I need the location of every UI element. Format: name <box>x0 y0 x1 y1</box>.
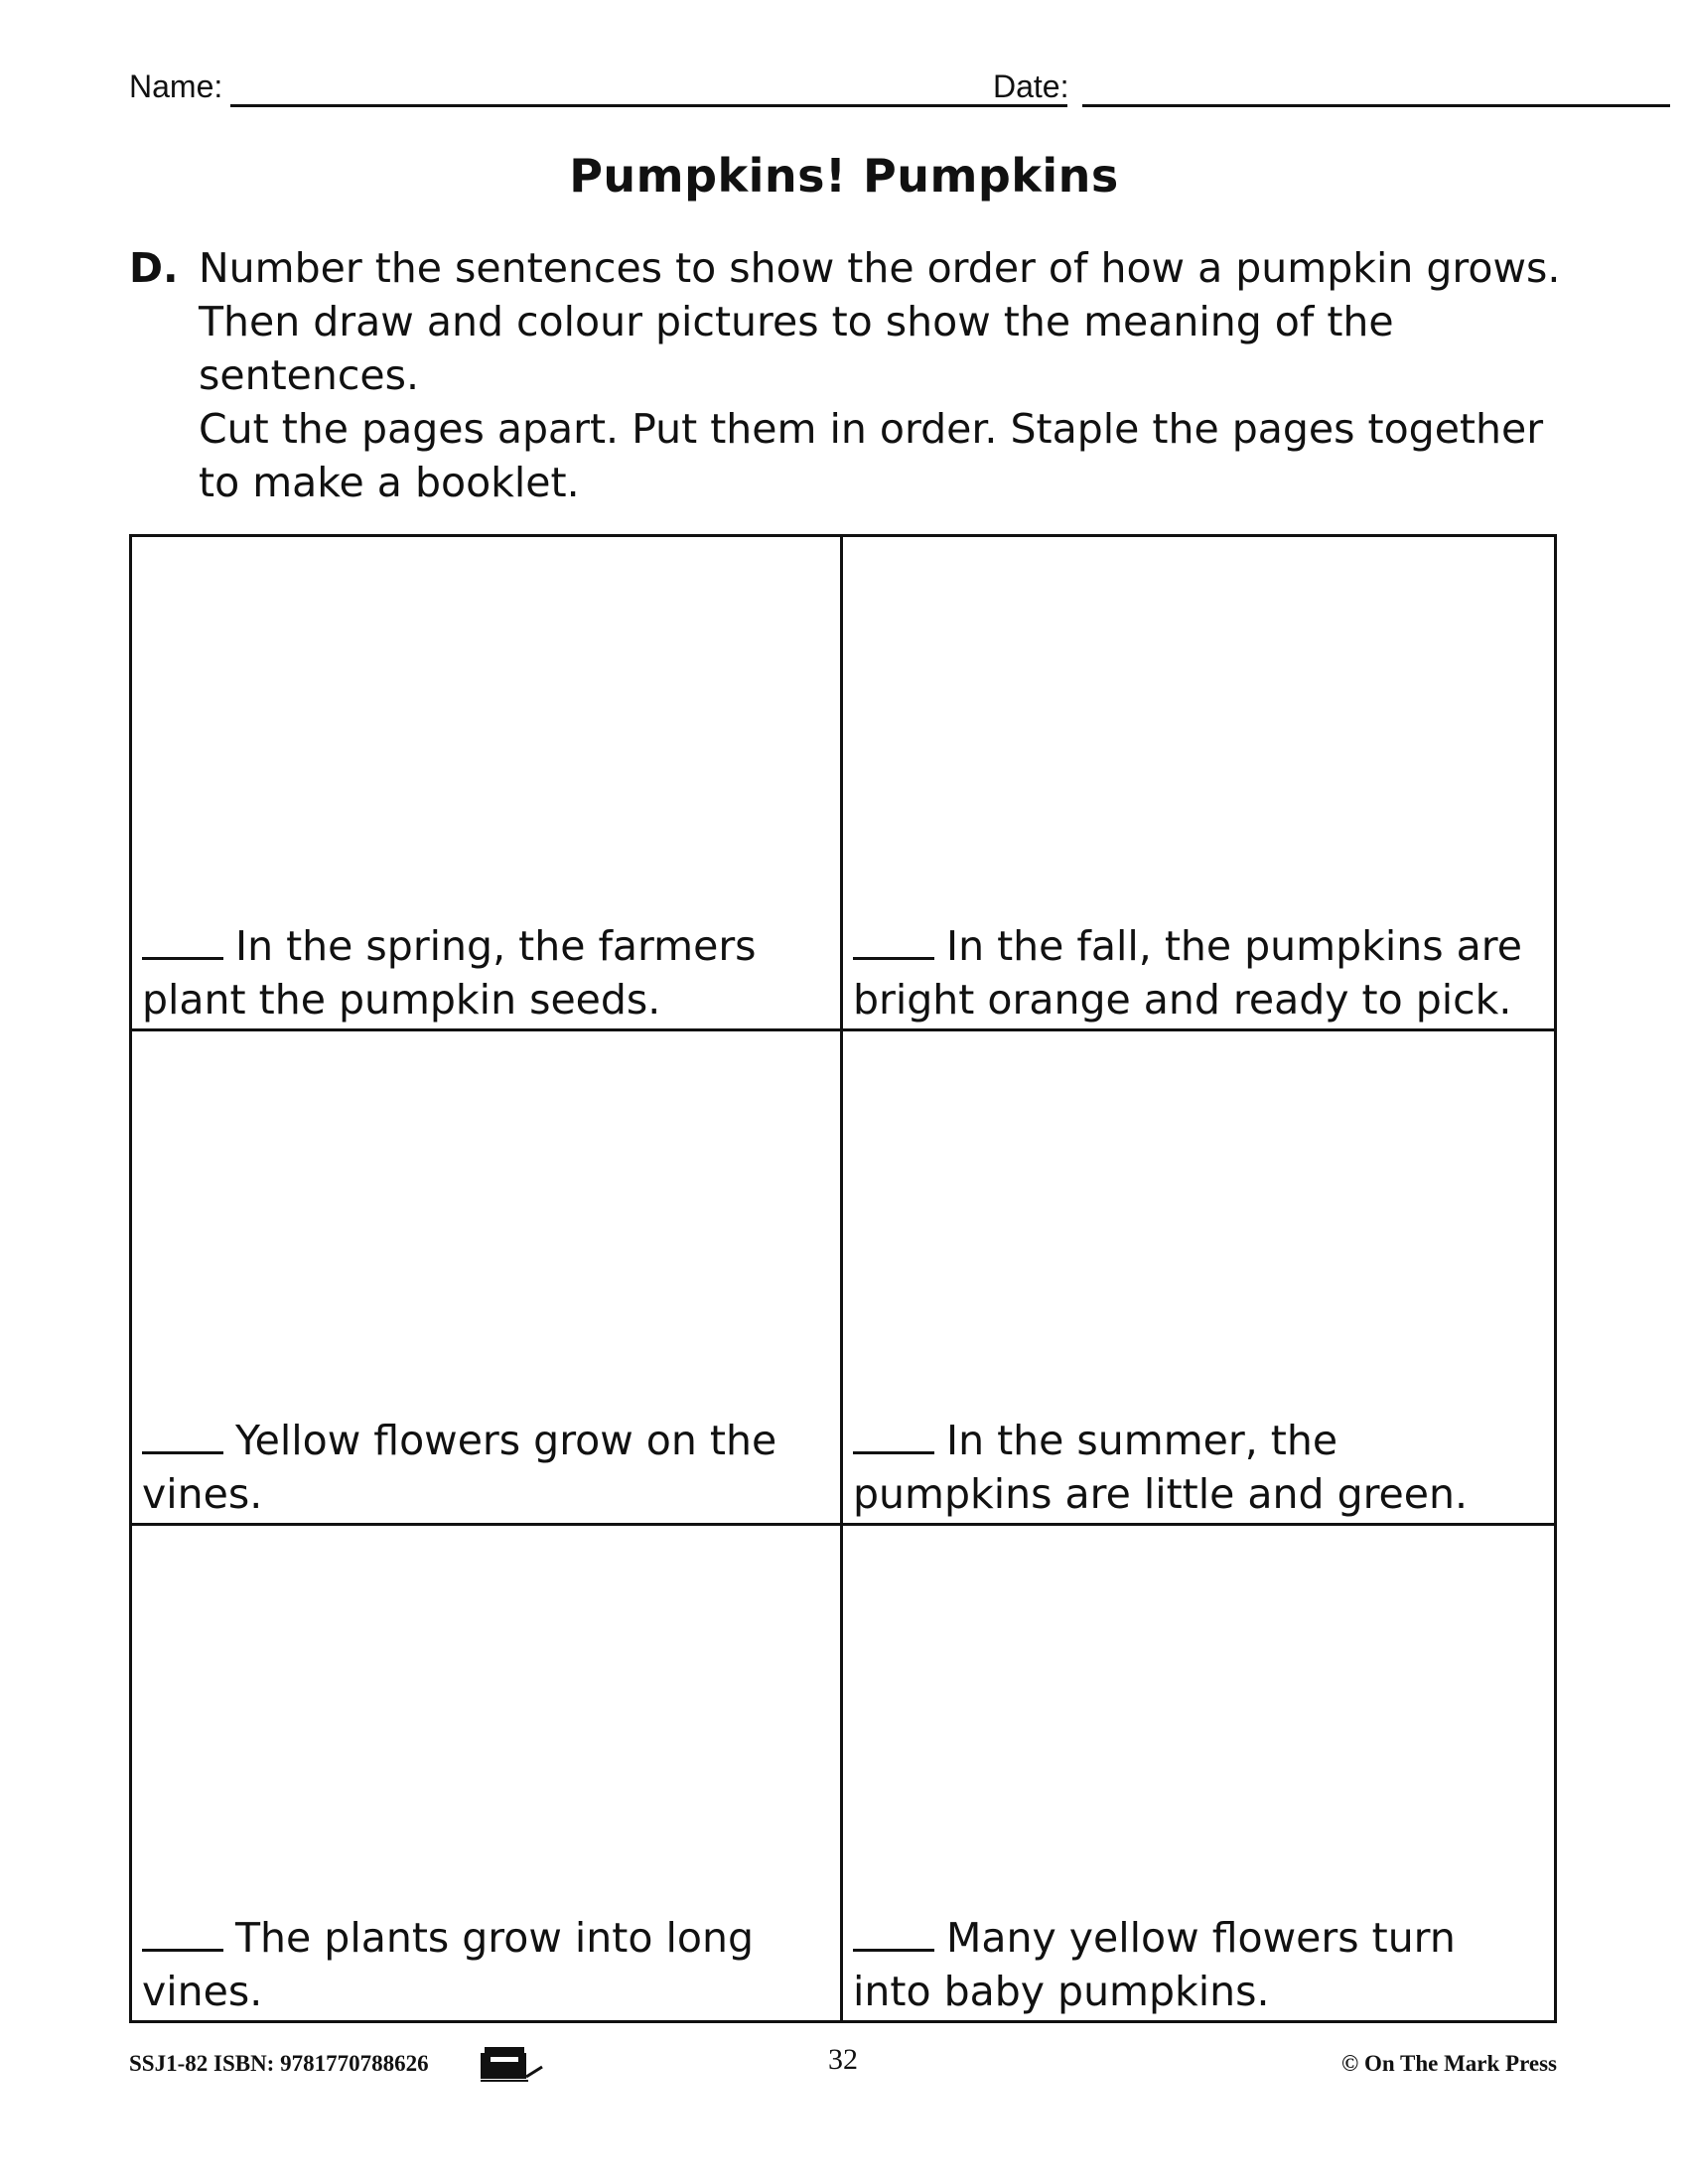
cell-sentence <box>142 1911 830 2018</box>
number-blank[interactable] <box>853 1948 934 1952</box>
page-footer <box>129 2043 1557 2083</box>
date-field[interactable] <box>1082 104 1670 107</box>
sentence-text: Many yellow flowers turn into baby pumpkins. <box>853 1914 1456 2015</box>
cell-sentence <box>853 1414 1544 1521</box>
instruction-line: Cut the pages apart. Put them in order. Staple the pages together to make a booklet. <box>199 405 1544 506</box>
number-blank[interactable] <box>853 1450 934 1454</box>
booklet-cell[interactable] <box>843 1526 1554 2020</box>
sentence-text: In the summer, the pumpkins are little and green. <box>853 1417 1469 1518</box>
name-label: Name: <box>129 68 223 104</box>
booklet-cell[interactable] <box>132 537 843 1031</box>
instruction-letter: D. <box>129 244 179 292</box>
instruction-text <box>199 241 1569 509</box>
booklet-cell[interactable] <box>132 1031 843 1526</box>
booklet-cell[interactable] <box>132 1526 843 2020</box>
booklet-cell[interactable] <box>843 1031 1554 1526</box>
sentence-text: In the fall, the pumpkins are bright orange and ready to pick. <box>853 922 1522 1024</box>
booklet-cell[interactable] <box>843 537 1554 1031</box>
number-blank[interactable] <box>853 956 934 960</box>
cell-sentence <box>853 1911 1544 2018</box>
footer-isbn: SSJ1-82 ISBN: 9781770788626 <box>129 2051 429 2076</box>
cell-sentence <box>142 919 830 1026</box>
sentence-text: Yellow flowers grow on the vines. <box>142 1417 777 1518</box>
instruction-line: Number the sentences to show the order of how a pumpkin grows. <box>199 244 1561 292</box>
cell-sentence <box>142 1414 830 1521</box>
name-date-header <box>129 68 1539 113</box>
copyright-text: © On The Mark Press <box>1341 2051 1557 2076</box>
page-number: 32 <box>828 2043 858 2076</box>
number-blank[interactable] <box>142 1450 223 1454</box>
cell-sentence <box>853 919 1544 1026</box>
sentence-text: The plants grow into long vines. <box>142 1914 754 2015</box>
number-blank[interactable] <box>142 956 223 960</box>
date-label: Date: <box>993 68 1069 104</box>
instruction-line: Then draw and colour pictures to show the meaning of the sentences. <box>199 298 1394 399</box>
sentence-text: In the spring, the farmers plant the pumpkin seeds. <box>142 922 757 1024</box>
number-blank[interactable] <box>142 1948 223 1952</box>
name-field[interactable] <box>230 104 1067 107</box>
page-title: Pumpkins! Pumpkins <box>569 149 1119 203</box>
booklet-grid <box>129 534 1557 2023</box>
